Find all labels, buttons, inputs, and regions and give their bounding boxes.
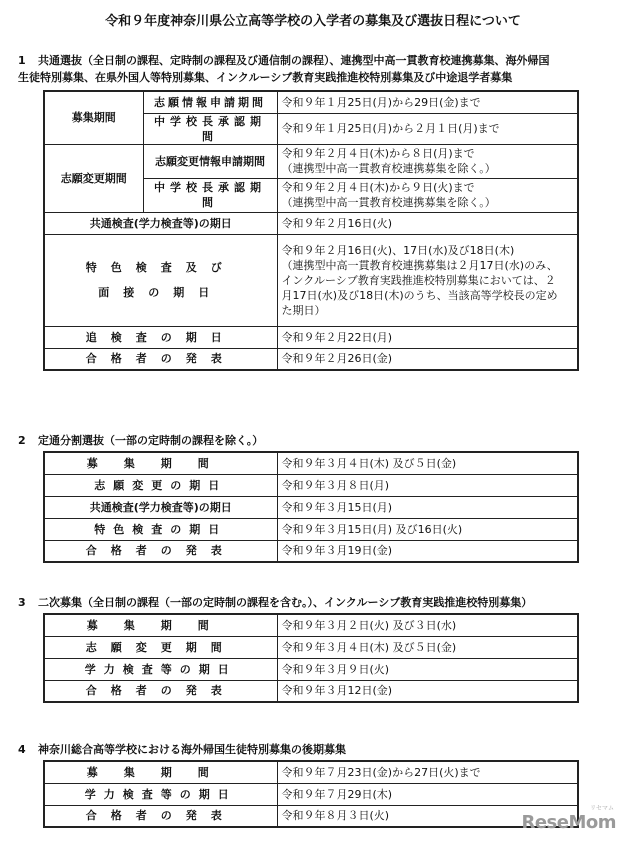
table-row	[44, 680, 578, 702]
row-value: 令和９年３月15日(月) 及び16日(火)	[277, 518, 578, 540]
watermark-main: ReseMom	[521, 812, 616, 833]
table-row	[44, 636, 578, 658]
table-row	[44, 496, 578, 518]
row-label: 合格者の発表	[44, 348, 277, 370]
table-row	[44, 234, 578, 326]
table-row	[44, 658, 578, 680]
row-value: 令和９年７月23日(金)から27日(火)まで	[277, 761, 578, 783]
row-value: 令和９年３月８日(月)	[277, 474, 578, 496]
row-value	[277, 234, 578, 326]
row-label	[44, 234, 277, 326]
row-label: 共通検査(学力検査等)の期日	[44, 212, 277, 234]
table-row	[44, 761, 578, 783]
section-number: 4	[18, 743, 26, 756]
row-value	[277, 178, 578, 212]
section-number: 3	[18, 596, 26, 609]
row-value: 令和９年３月４日(木) 及び５日(金)	[277, 452, 578, 474]
value-line: 令和９年２月16日(火)、17日(水)及び18日(木)	[281, 243, 515, 257]
value-line: （連携型中高一貫教育校連携募集は２月17日(水)のみ、	[281, 258, 558, 272]
row-value: 令和９年３月15日(月)	[277, 496, 578, 518]
section-3-table	[43, 613, 579, 703]
row-label: 合格者の発表	[44, 540, 277, 562]
row-label: 志願変更の期日	[44, 474, 277, 496]
section-1-heading	[18, 52, 618, 86]
row-value: 令和９年３月４日(木) 及び５日(金)	[277, 636, 578, 658]
row-label: 募集期間	[44, 452, 277, 474]
row-value: 令和９年７月29日(木)	[277, 783, 578, 805]
row-sublabel: 中学校長承認期間	[143, 113, 277, 144]
row-value: 令和９年１月25日(月)から２月１日(月)まで	[277, 113, 578, 144]
value-line: 令和９年２月４日(木)から９日(火)まで	[281, 181, 475, 194]
section-heading: 二次募集（全日制の課程（一部の定時制の課程を含む。）、インクルーシブ教育実践推進校特別募集）	[38, 596, 533, 609]
section-heading-line1: 共通選抜（全日制の課程、定時制の課程及び通信制の課程）、連携型中高一貫教育校連携募集、海外帰国	[38, 54, 550, 67]
value-line: 月17日(水)及び18日(木)のうち、当該高等学校長の定め	[281, 288, 558, 302]
table-row	[44, 212, 578, 234]
table-row	[44, 144, 578, 178]
label-line: 特色検査及び	[85, 261, 236, 274]
row-value: 令和９年２月22日(月)	[277, 326, 578, 348]
section-2-rows	[44, 452, 578, 562]
table-row	[44, 452, 578, 474]
section-1-table	[43, 90, 579, 371]
table-row	[44, 614, 578, 636]
row-label: 合格者の発表	[44, 805, 277, 827]
section-4-heading	[18, 741, 346, 758]
value-line: （連携型中高一貫教育校連携募集を除く。）	[281, 162, 496, 175]
row-value: 令和９年３月２日(火) 及び３日(水)	[277, 614, 578, 636]
row-sublabel: 中学校長承認期間	[143, 178, 277, 212]
row-sublabel: 志願情報申請期間	[143, 91, 277, 113]
row-label: 特色検査の期日	[44, 518, 277, 540]
section-2-table	[43, 451, 579, 563]
row-label: 志願変更期間	[44, 144, 143, 212]
label-line: 面接の期日	[98, 286, 224, 299]
row-label: 共通検査(学力検査等)の期日	[44, 496, 277, 518]
table-row	[44, 474, 578, 496]
section-number: 1	[18, 54, 26, 67]
row-label: 募集期間	[44, 761, 277, 783]
table-row	[44, 348, 578, 370]
row-value: 令和９年２月26日(金)	[277, 348, 578, 370]
value-line: た期日）	[281, 303, 326, 317]
value-line: 令和９年２月４日(木)から８日(月)まで	[281, 147, 475, 160]
section-4-table	[43, 760, 579, 828]
section-3-rows	[44, 614, 578, 702]
row-label: 募集期間	[44, 614, 277, 636]
row-value: 令和９年２月16日(火)	[277, 212, 578, 234]
section-number: 2	[18, 434, 26, 447]
value-line: インクルーシブ教育実践推進校特別募集においては、２	[281, 273, 556, 287]
table-row	[44, 783, 578, 805]
table-row	[44, 805, 578, 827]
section-heading: 定通分割選抜（一部の定時制の課程を除く。）	[38, 434, 264, 447]
section-4-rows	[44, 761, 578, 827]
row-label: 追検査の期日	[44, 326, 277, 348]
page-title: 令和９年度神奈川県公立高等学校の入学者の募集及び選抜日程について	[105, 14, 521, 29]
table-row	[44, 326, 578, 348]
watermark-sub: リセマム	[590, 805, 614, 812]
section-2-heading	[18, 432, 263, 449]
section-heading: 神奈川総合高等学校における海外帰国生徒特別募集の後期募集	[38, 743, 346, 756]
row-label: 合格者の発表	[44, 680, 277, 702]
value-line: （連携型中高一貫教育校連携募集を除く。）	[281, 196, 496, 209]
row-label: 学力検査等の期日	[44, 783, 277, 805]
table-row	[44, 540, 578, 562]
row-label: 志願変更期間	[44, 636, 277, 658]
resemom-watermark	[521, 805, 616, 833]
section-heading-line2: 生徒特別募集、在県外国人等特別募集、インクルーシブ教育実践推進校特別募集及び中途退学者募集	[18, 71, 513, 84]
table-row	[44, 518, 578, 540]
row-value	[277, 144, 578, 178]
row-value: 令和９年１月25日(月)から29日(金)まで	[277, 91, 578, 113]
section-3-heading	[18, 594, 532, 611]
row-value: 令和９年３月19日(金)	[277, 540, 578, 562]
row-sublabel: 志願変更情報申請期間	[143, 144, 277, 178]
row-label: 募集期間	[44, 91, 143, 144]
table-row	[44, 91, 578, 113]
row-value: 令和９年３月９日(火)	[277, 658, 578, 680]
row-label: 学力検査等の期日	[44, 658, 277, 680]
row-value: 令和９年８月３日(火)	[277, 805, 578, 827]
row-value: 令和９年３月12日(金)	[277, 680, 578, 702]
